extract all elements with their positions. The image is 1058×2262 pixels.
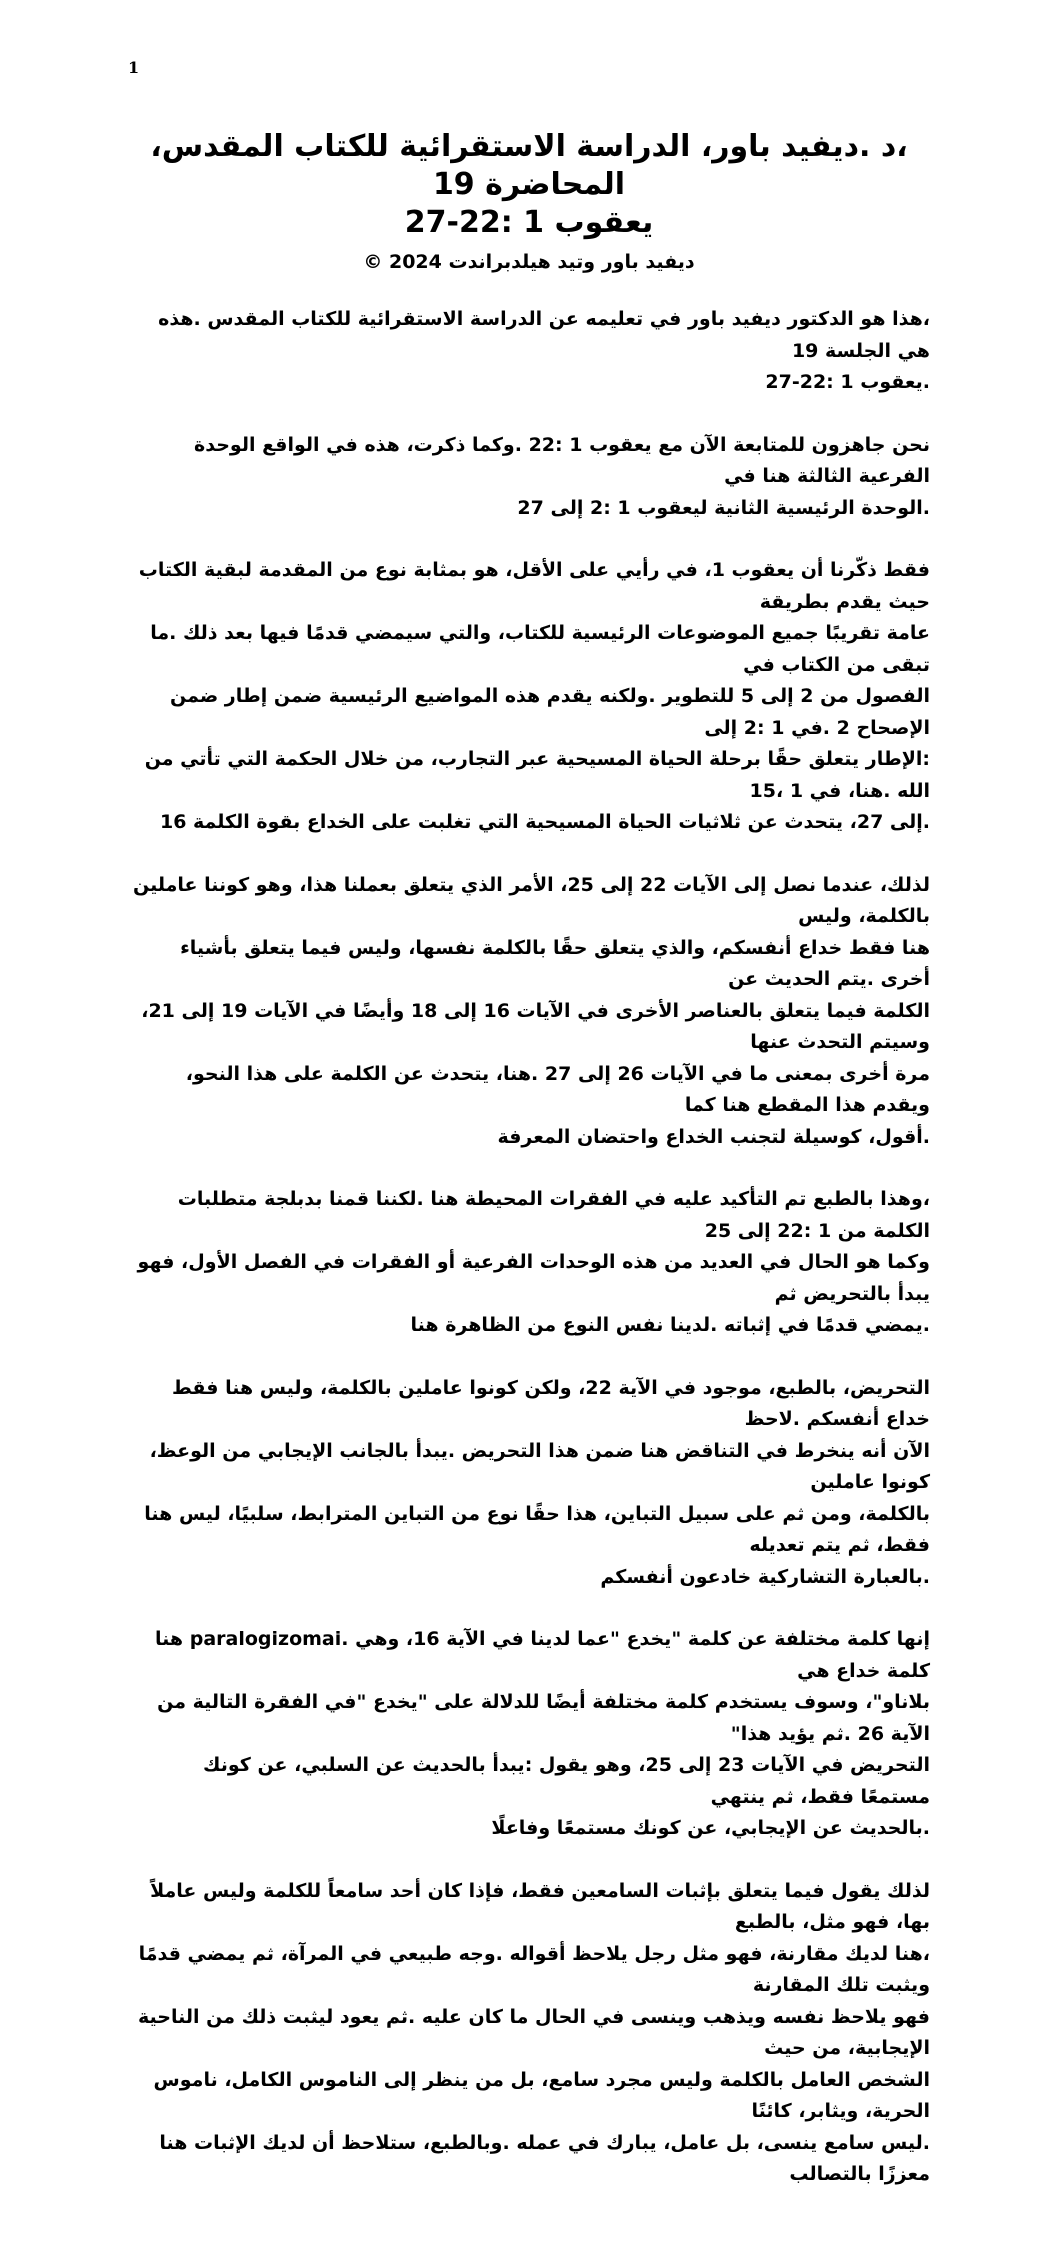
paragraph-line: هنا فقط خداع أنفسكم، والذي يتعلق حقًا بالكلمة نفسها، وليس فيما يتعلق بأشياء أخرى .يتم الحديث عن [180,936,930,990]
paragraph [128,1373,930,1594]
page-title [128,128,930,242]
paragraph-line: :الإطار يتعلق حقًا برحلة الحياة المسيحية عبر التجارب، من خلال الحكمة التي تأتي من الله .هنا، في 1 ،15 [144,748,930,802]
paragraph-line: الشخص العامل بالكلمة وليس مجرد سامع، بل من ينظر إلى الناموس الكامل، ناموس الحرية، ويثابر، كائنًا [153,2068,930,2122]
paragraph-line: مرة أخرى بمعنى ما في الآيات 26 إلى 27 .هنا، يتحدث عن الكلمة على هذا النحو، ويقدم هذا المقطع هنا كما [185,1062,930,1116]
paragraph-line: نحن جاهزون للمتابعة الآن مع يعقوب 1 :22 .وكما ذكرت، هذه في الواقع الوحدة الفرعية الثالثة هنا في [194,433,930,487]
paragraph-line: الآن أنه ينخرط في التناقض هنا ضمن هذا التحريض .يبدأ بالجانب الإيجابي من الوعظ، كونوا عاملين [149,1439,930,1493]
paragraph-line: الفصول من 2 إلى 5 للتطوير .ولكنه يقدم هذه المواضيع الرئيسية ضمن إطار ضمن الإصحاح 2 .في 1 :2 إلى [170,685,930,739]
paragraph-line: ،هذا هو الدكتور ديفيد باور في تعليمه عن الدراسة الاستقرائية للكتاب المقدس .هذه هي الجلسة 19 [158,308,930,362]
paragraph-line: إنها كلمة مختلفة عن كلمة "يخدع "عما لدينا في الآية 16، وهي .paralogizomai هنا كلمة خداع هي [155,1628,930,1682]
title-line-1: ،د .ديفيد باور، الدراسة الاستقرائية للكتاب المقدس، المحاضرة 19 [150,129,908,202]
paragraph [128,1624,930,1845]
title-line-2: يعقوب 1 :22-27 [404,205,654,240]
paragraph-line: بلاناو"، وسوف يستخدم كلمة مختلفة أيضًا للدلالة على "يخدع "في الفقرة التالية من الآية 26 .ثم يؤيد هذا" [157,1691,930,1745]
document-body [128,304,930,2191]
page-number: 1 [128,58,140,77]
paragraph-line: وكما هو الحال في العديد من هذه الوحدات الفرعية أو الفقرات في الفصل الأول، فهو يبدأ بالتحريض ثم [137,1251,930,1305]
paragraph-line: ،وهذا بالطبع تم التأكيد عليه في الفقرات المحيطة هنا .لكننا قمنا بدبلجة متطلبات الكلمة من 1 :22 إلى 25 [177,1188,930,1242]
paragraph-line: .أقول، كوسيلة لتجنب الخداع واحتضان المعرفة [497,1125,930,1148]
paragraph-line: .يمضي قدمًا في إثباته .لدينا نفس النوع من الظاهرة هنا [410,1314,930,1336]
paragraph-line: عامة تقريبًا جميع الموضوعات الرئيسية للكتاب، والتي سيمضي قدمًا فيها بعد ذلك .ما تبقى من الكتاب في [150,622,930,676]
copyright-line: ديفيد باور وتيد هيلدبراندت 2024 © [363,251,695,273]
paragraph [128,304,930,399]
paragraph-line: التحريض، بالطبع، موجود في الآية 22، ولكن كونوا عاملين بالكلمة، وليس هنا فقط خداع أنفسكم .لاحظ [172,1376,930,1430]
paragraph [128,870,930,1154]
paragraph-line: .يعقوب 1 :22-27 [765,371,930,393]
paragraph [128,1876,930,2191]
paragraph [128,1184,930,1342]
paragraph-line: بالكلمة، ومن ثم على سبيل التباين، هذا حقًا نوع من التباين المترابط، سلبيًا، ليس هنا فقط، ثم يتم تعديله [144,1502,930,1556]
paragraph-line: التحريض في الآيات 23 إلى 25، وهو يقول :يبدأ بالحديث عن السلبي، عن كونك مستمعًا فقط، ثم ينتهي [203,1754,930,1808]
paragraph-line: لذلك يقول فيما يتعلق بإثبات السامعين فقط، فإذا كان أحد سامعاً للكلمة وليس عاملاً بها، فهو مثل، بالطبع [150,1879,930,1933]
paragraph-line: الكلمة فيما يتعلق بالعناصر الأخرى في الآيات 16 إلى 18 وأيضًا في الآيات 19 إلى 21، وسيتم التحدث عنها [141,999,930,1053]
paragraph-line: .إلى 27، يتحدث عن ثلاثيات الحياة المسيحية التي تغلبت على الخداع بقوة الكلمة 16 [159,811,930,833]
paragraph-line: .بالحديث عن الإيجابي، عن كونك مستمعًا وفاعلًا [491,1817,930,1839]
paragraph-line: .بالعبارة التشاركية خادعون أنفسكم [600,1565,930,1588]
paragraph-line: .الوحدة الرئيسية الثانية ليعقوب 1 :2 إلى 27 [517,496,930,519]
paragraph-line: فقط ذكّرنا أن يعقوب 1، في رأيي على الأقل، هو بمثابة نوع من المقدمة لبقية الكتاب حيث يقدم بطريقة [138,559,930,613]
paragraph-line: فهو يلاحظ نفسه ويذهب وينسى في الحال ما كان عليه .ثم يعود ليثبت ذلك من الناحية الإيجابية، من حيث [137,2005,930,2059]
paragraph-line: لذلك، عندما نصل إلى الآيات 22 إلى 25، الأمر الذي يتعلق بعملنا هذا، وهو كوننا عاملين بالكلمة، وليس [133,873,930,927]
paragraph [128,555,930,839]
paragraph-line: ،هنا لديك مقارنة، فهو مثل رجل يلاحظ أقواله .وجه طبيعي في المرآة، ثم يمضي قدمًا ويثبت تلك المقارنة [138,1942,930,1996]
paragraph-line: .ليس سامع ينسى، بل عامل، يبارك في عمله .وبالطبع، ستلاحظ أن لديك الإثبات هنا معززًا بالتصالب [159,2131,930,2185]
paragraph [128,430,930,525]
